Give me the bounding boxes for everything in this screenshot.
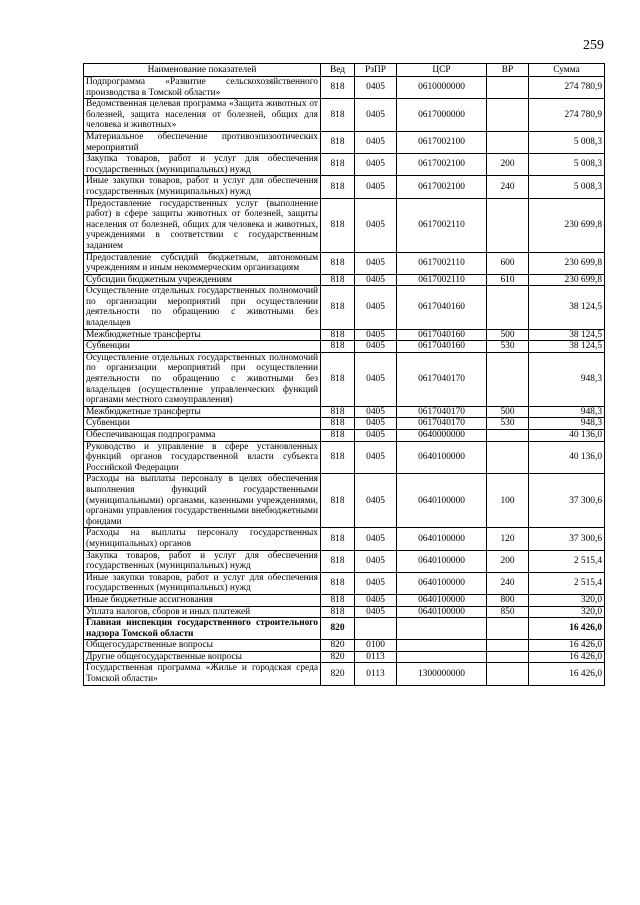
table-row [84,252,605,274]
budget-table [83,63,605,686]
table-row [84,618,605,640]
row-rzpr-cell: 0113 [355,651,397,663]
row-csr-cell: 0617000000 [397,99,487,132]
row-name-cell: Руководство и управление в сфере установленных функций органов государственной власти субъекта Российской Федерации [84,441,321,474]
table-row [84,474,605,528]
row-vr-cell: 850 [487,606,529,618]
row-csr-cell [397,651,487,663]
row-vr-cell: 240 [487,176,529,198]
row-name-cell: Межбюджетные трансферты [84,329,321,341]
row-sum-cell: 274 780,9 [529,77,605,99]
row-vr-cell [487,430,529,442]
row-csr-cell: 0640100000 [397,550,487,572]
row-rzpr-cell: 0405 [355,198,397,252]
table-row [84,651,605,663]
row-sum-cell: 948,3 [529,418,605,430]
row-ved-cell: 818 [321,441,355,474]
row-sum-cell: 948,3 [529,352,605,406]
row-vr-cell: 500 [487,329,529,341]
row-vr-cell [487,441,529,474]
row-rzpr-cell: 0405 [355,176,397,198]
row-sum-cell: 40 136,0 [529,430,605,442]
table-row [84,131,605,153]
row-csr-cell: 1300000000 [397,663,487,685]
row-name-cell: Закупка товаров, работ и услуг для обеспечения государственных (муниципальных) нужд [84,550,321,572]
row-ved-cell: 818 [321,252,355,274]
row-name-cell: Государственная программа «Жилье и городская среда Томской области» [84,663,321,685]
row-rzpr-cell: 0405 [355,329,397,341]
row-name-cell: Иные закупки товаров, работ и услуг для обеспечения государственных (муниципальных) нужд [84,176,321,198]
row-rzpr-cell: 0405 [355,430,397,442]
row-name-cell: Предоставление субсидий бюджетным, автономным учреждениям и иным некоммерческим организациям [84,252,321,274]
row-rzpr-cell: 0405 [355,77,397,99]
row-vr-cell [487,618,529,640]
header-csr: ЦСР [397,64,487,77]
row-vr-cell: 800 [487,594,529,606]
row-ved-cell: 818 [321,176,355,198]
row-sum-cell: 38 124,5 [529,341,605,353]
row-ved-cell: 818 [321,329,355,341]
row-name-cell: Материальное обеспечение противоэпизоотических мероприятий [84,131,321,153]
row-rzpr-cell: 0405 [355,286,397,329]
row-sum-cell: 2 515,4 [529,572,605,594]
header-vr: ВР [487,64,529,77]
row-rzpr-cell: 0405 [355,550,397,572]
row-name-cell: Иные закупки товаров, работ и услуг для обеспечения государственных (муниципальных) нужд [84,572,321,594]
row-csr-cell: 0617002100 [397,176,487,198]
row-csr-cell: 0640100000 [397,528,487,550]
row-rzpr-cell: 0405 [355,606,397,618]
table-row [84,286,605,329]
table-row [84,352,605,406]
row-ved-cell: 818 [321,550,355,572]
row-name-cell: Другие общегосударственные вопросы [84,651,321,663]
table-row [84,274,605,286]
row-sum-cell: 948,3 [529,406,605,418]
row-sum-cell: 230 699,8 [529,252,605,274]
row-rzpr-cell: 0405 [355,252,397,274]
row-vr-cell [487,352,529,406]
row-ved-cell: 818 [321,418,355,430]
table-row [84,99,605,132]
row-csr-cell: 0610000000 [397,77,487,99]
row-ved-cell: 818 [321,606,355,618]
row-ved-cell: 818 [321,474,355,528]
row-vr-cell [487,651,529,663]
row-name-cell: Субсидии бюджетным учреждениям [84,274,321,286]
row-csr-cell: 0617002110 [397,252,487,274]
row-name-cell: Подпрограмма «Развитие сельскохозяйственного производства в Томской области» [84,77,321,99]
row-ved-cell: 818 [321,594,355,606]
row-rzpr-cell: 0405 [355,572,397,594]
row-csr-cell: 0617002110 [397,274,487,286]
row-rzpr-cell: 0100 [355,640,397,652]
row-vr-cell [487,99,529,132]
row-rzpr-cell: 0405 [355,474,397,528]
table-row [84,572,605,594]
table-row [84,154,605,176]
row-name-cell: Субвенции [84,341,321,353]
row-sum-cell: 40 136,0 [529,441,605,474]
row-rzpr-cell: 0405 [355,528,397,550]
row-sum-cell: 16 426,0 [529,640,605,652]
row-ved-cell: 818 [321,77,355,99]
row-sum-cell: 320,0 [529,606,605,618]
row-rzpr-cell: 0405 [355,418,397,430]
row-vr-cell: 530 [487,341,529,353]
row-vr-cell: 200 [487,550,529,572]
row-name-cell: Межбюджетные трансферты [84,406,321,418]
row-vr-cell [487,131,529,153]
table-row [84,418,605,430]
row-sum-cell: 38 124,5 [529,286,605,329]
row-sum-cell: 37 300,6 [529,528,605,550]
row-name-cell: Закупка товаров, работ и услуг для обеспечения государственных (муниципальных) нужд [84,154,321,176]
row-rzpr-cell: 0113 [355,663,397,685]
row-rzpr-cell: 0405 [355,594,397,606]
row-sum-cell: 5 008,3 [529,154,605,176]
table-row [84,77,605,99]
row-sum-cell: 230 699,8 [529,274,605,286]
row-ved-cell: 818 [321,198,355,252]
row-vr-cell: 600 [487,252,529,274]
row-vr-cell [487,198,529,252]
header-sum: Сумма [529,64,605,77]
table-row [84,329,605,341]
table-row [84,198,605,252]
table-row [84,430,605,442]
row-csr-cell: 0640100000 [397,474,487,528]
row-name-cell: Ведомственная целевая программа «Защита животных от болезней, защита населения от болезней, общих для человека и животных» [84,99,321,132]
row-sum-cell: 16 426,0 [529,651,605,663]
row-rzpr-cell: 0405 [355,99,397,132]
row-sum-cell: 16 426,0 [529,663,605,685]
header-rzpr: РзПР [355,64,397,77]
row-ved-cell: 818 [321,154,355,176]
table-row [84,640,605,652]
row-csr-cell: 0617040160 [397,341,487,353]
table-row [84,406,605,418]
table-body [84,77,605,686]
row-rzpr-cell: 0405 [355,341,397,353]
header-name: Наименование показателей [84,64,321,77]
row-vr-cell [487,286,529,329]
row-rzpr-cell: 0405 [355,441,397,474]
row-csr-cell: 0617040160 [397,329,487,341]
row-rzpr-cell: 0405 [355,274,397,286]
row-ved-cell: 818 [321,131,355,153]
row-ved-cell: 818 [321,286,355,329]
row-name-cell: Осуществление отдельных государственных полномочий по организации мероприятий при осуществлении деятельности по обращению с животными без владельцев (осуществление управленческих функций органами местного самоуправления) [84,352,321,406]
row-sum-cell: 16 426,0 [529,618,605,640]
row-rzpr-cell [355,618,397,640]
row-csr-cell: 0640100000 [397,606,487,618]
row-rzpr-cell: 0405 [355,406,397,418]
row-name-cell: Субвенции [84,418,321,430]
table-header-row [84,64,605,77]
row-sum-cell: 5 008,3 [529,131,605,153]
row-csr-cell: 0617040170 [397,352,487,406]
row-vr-cell [487,663,529,685]
table-row [84,341,605,353]
row-csr-cell: 0617040170 [397,418,487,430]
table-row [84,550,605,572]
table-row [84,663,605,685]
row-ved-cell: 818 [321,406,355,418]
row-rzpr-cell: 0405 [355,131,397,153]
row-name-cell: Обеспечивающая подпрограмма [84,430,321,442]
row-ved-cell: 820 [321,651,355,663]
row-vr-cell: 530 [487,418,529,430]
row-sum-cell: 37 300,6 [529,474,605,528]
row-ved-cell: 818 [321,430,355,442]
table-row [84,594,605,606]
row-vr-cell [487,77,529,99]
row-ved-cell: 818 [321,572,355,594]
row-csr-cell: 0640100000 [397,441,487,474]
row-sum-cell: 2 515,4 [529,550,605,572]
row-name-cell: Общегосударственные вопросы [84,640,321,652]
row-csr-cell: 0617040170 [397,406,487,418]
row-vr-cell: 500 [487,406,529,418]
table-row [84,176,605,198]
row-csr-cell: 0640100000 [397,572,487,594]
table-row [84,441,605,474]
row-csr-cell: 0617002100 [397,154,487,176]
row-csr-cell: 0640100000 [397,594,487,606]
row-csr-cell: 0617002100 [397,131,487,153]
row-rzpr-cell: 0405 [355,352,397,406]
row-vr-cell [487,640,529,652]
row-name-cell: Главная инспекция государственного строительного надзора Томской области [84,618,321,640]
row-ved-cell: 818 [321,99,355,132]
row-csr-cell: 0640000000 [397,430,487,442]
header-ved: Вед [321,64,355,77]
row-ved-cell: 818 [321,528,355,550]
table-row [84,528,605,550]
row-ved-cell: 820 [321,640,355,652]
row-csr-cell: 0617002110 [397,198,487,252]
row-vr-cell: 610 [487,274,529,286]
row-ved-cell: 818 [321,274,355,286]
row-vr-cell: 120 [487,528,529,550]
row-name-cell: Иные бюджетные ассигнования [84,594,321,606]
row-ved-cell: 820 [321,663,355,685]
row-ved-cell: 818 [321,341,355,353]
row-sum-cell: 5 008,3 [529,176,605,198]
row-ved-cell: 818 [321,352,355,406]
row-name-cell: Уплата налогов, сборов и иных платежей [84,606,321,618]
row-sum-cell: 274 780,9 [529,99,605,132]
row-vr-cell: 240 [487,572,529,594]
row-vr-cell: 200 [487,154,529,176]
row-name-cell: Расходы на выплаты персоналу в целях обеспечения выполнения функций государственными (муниципальными) органами, казенными учреждениями, органами управления государственными внебюджетными фондами [84,474,321,528]
row-ved-cell: 820 [321,618,355,640]
row-rzpr-cell: 0405 [355,154,397,176]
row-csr-cell [397,618,487,640]
row-sum-cell: 320,0 [529,594,605,606]
row-name-cell: Осуществление отдельных государственных полномочий по организации мероприятий при осуществлении деятельности по обращению с животными без владельцев [84,286,321,329]
row-name-cell: Предоставление государственных услуг (выполнение работ) в сфере защиты животных от болезней, защиты населения от болезней, общих для человека и животных, учреждениями в соответствии с государственным заданием [84,198,321,252]
page-number: 259 [583,38,604,53]
row-vr-cell: 100 [487,474,529,528]
row-csr-cell: 0617040160 [397,286,487,329]
table-row [84,606,605,618]
row-name-cell: Расходы на выплаты персоналу государственных (муниципальных) органов [84,528,321,550]
row-csr-cell [397,640,487,652]
row-sum-cell: 38 124,5 [529,329,605,341]
row-sum-cell: 230 699,8 [529,198,605,252]
